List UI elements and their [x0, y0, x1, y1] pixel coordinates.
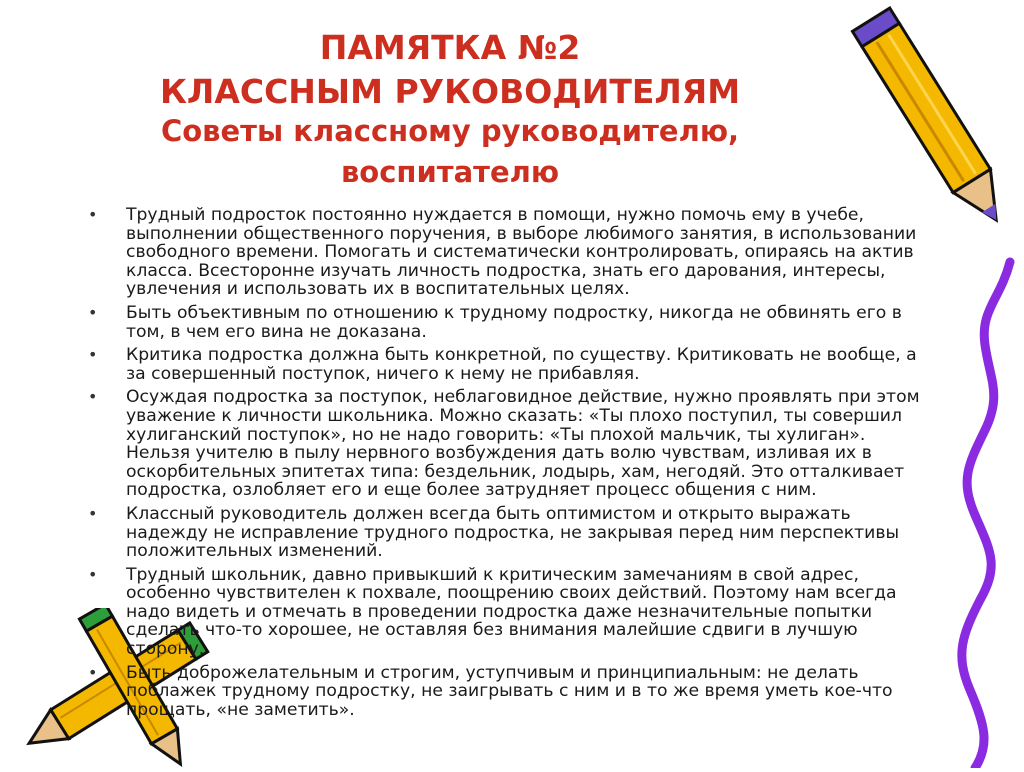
- subtitle-line-2: воспитателю: [340, 155, 560, 189]
- list-item-text: Критика подростка должна быть конкретной, по существу. Критиковать не вообще, а за совершенный поступок, ничего к нему не прибавляя.: [126, 345, 917, 384]
- title-line-2: КЛАССНЫМ РУКОВОДИТЕЛЯМ: [159, 72, 741, 111]
- list-item-text: Трудный подросток постоянно нуждается в помощи, нужно помочь ему в учебе, выполнении общественного поручения, в выборе любимого занятия, в использовании свободного времени. Помогать и систематически контролировать, опираясь на актив класса. Всесторонне изучать личность подростка, знать его дарования, интересы, увлечения и использовать их в воспитательных целях.: [126, 205, 917, 300]
- list-item-text: Трудный школьник, давно привыкший к критическим замечаниям в свой адрес, особенно чувствителен к похвале, поощрению своих действий. Поэтому нам всегда надо видеть и отмечать в проведении подростка даже незначительные попытки сделать что-то хорошее, не оставляя без внимания малейшие сдвиги в лучшую сторону.: [126, 564, 897, 660]
- list-item-text: Классный руководитель должен всегда быть оптимистом и открыто выражать надежду не исправление трудного подростка, не закрывая перед ним перспективы положительных изменений.: [126, 503, 900, 562]
- bullet-icon: •: [88, 302, 98, 322]
- title-line-1: ПАМЯТКА №2: [319, 28, 581, 67]
- advice-list: [86, 206, 928, 724]
- bullet-icon: •: [88, 503, 98, 523]
- bullet-icon: •: [88, 345, 98, 365]
- list-item: [86, 206, 928, 299]
- subtitle-line-1: Советы классному руководителю,: [160, 114, 740, 148]
- list-item: [86, 566, 928, 659]
- list-item: [86, 664, 928, 720]
- list-item-text: Быть объективным по отношению к трудному подростку, никогда не обвинять его в том, в чем его вина не доказана.: [126, 302, 902, 342]
- list-item-text: Осуждая подростка за поступок, неблаговидное действие, нужно проявлять при этом уважение к личности школьника. Можно сказать: «Ты плохо поступил, ты совершил хулиганский поступок», но не надо говорить: «Ты плохой мальчик, ты хулиган». Нельзя учителю в пылу нервного возбуждения дать волю чувствам, изливая их в оскорбительных эпитетах типа: бездельник, лодырь, хам, негодяй. Это отталкивает подростка, озлобляет его и еще более затрудняет процесс общения с ним.: [126, 387, 920, 501]
- list-item: [86, 346, 928, 383]
- bullet-icon: •: [88, 564, 98, 584]
- list-item: [86, 304, 928, 341]
- list-item-text: Быть доброжелательным и строгим, уступчивым и принципиальным: не делать поблажек трудному подростку, не заигрывать с ним и в то же время уметь кое-что прощать, «не заметить».: [126, 662, 893, 720]
- bullet-icon: •: [88, 662, 98, 682]
- list-item: [86, 505, 928, 561]
- list-item: [86, 388, 928, 500]
- bullet-icon: •: [88, 387, 98, 407]
- bullet-icon: •: [88, 205, 98, 224]
